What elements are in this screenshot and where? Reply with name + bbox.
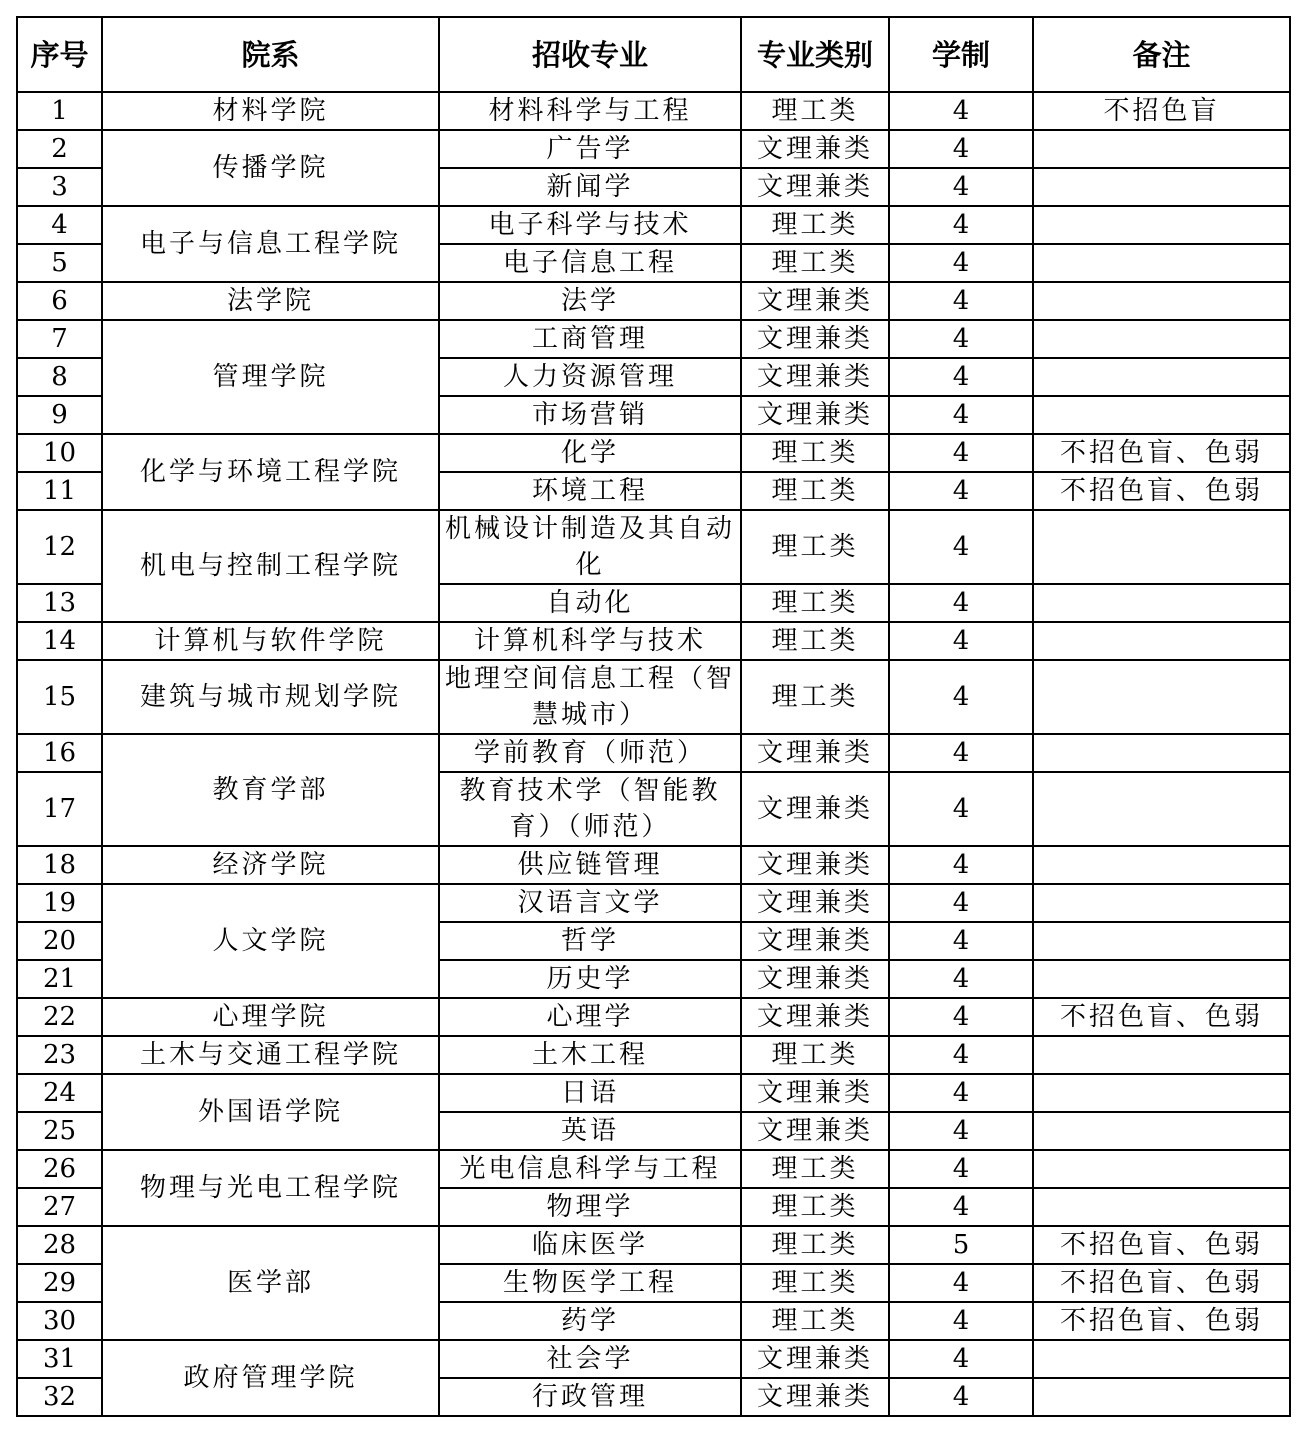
remarks-cell <box>1033 884 1290 922</box>
department-cell: 法学院 <box>102 282 439 320</box>
remarks-cell <box>1033 510 1290 584</box>
duration-cell: 4 <box>889 734 1033 772</box>
major-cell: 心理学 <box>439 998 741 1036</box>
duration-cell: 4 <box>889 320 1033 358</box>
category-cell: 理工类 <box>741 1226 889 1264</box>
major-cell: 英语 <box>439 1112 741 1150</box>
department-cell: 外国语学院 <box>102 1074 439 1150</box>
duration-cell: 4 <box>889 206 1033 244</box>
major-cell: 日语 <box>439 1074 741 1112</box>
row-index: 28 <box>17 1226 102 1264</box>
major-cell: 工商管理 <box>439 320 741 358</box>
duration-cell: 4 <box>889 1264 1033 1302</box>
header-row <box>17 17 1290 92</box>
department-cell: 化学与环境工程学院 <box>102 434 439 510</box>
remarks-cell <box>1033 130 1290 168</box>
remarks-cell <box>1033 1188 1290 1226</box>
remarks-cell <box>1033 660 1290 734</box>
duration-cell: 4 <box>889 960 1033 998</box>
major-cell: 人力资源管理 <box>439 358 741 396</box>
row-index: 32 <box>17 1378 102 1416</box>
major-cell: 市场营销 <box>439 396 741 434</box>
duration-cell: 4 <box>889 396 1033 434</box>
remarks-cell <box>1033 1074 1290 1112</box>
major-cell: 行政管理 <box>439 1378 741 1416</box>
duration-cell: 4 <box>889 998 1033 1036</box>
major-cell: 哲学 <box>439 922 741 960</box>
duration-cell: 4 <box>889 1112 1033 1150</box>
row-index: 26 <box>17 1150 102 1188</box>
duration-cell: 4 <box>889 472 1033 510</box>
category-cell: 文理兼类 <box>741 960 889 998</box>
duration-cell: 4 <box>889 282 1033 320</box>
department-cell: 电子与信息工程学院 <box>102 206 439 282</box>
category-cell: 理工类 <box>741 472 889 510</box>
row-index: 16 <box>17 734 102 772</box>
duration-cell: 4 <box>889 884 1033 922</box>
row-index: 10 <box>17 434 102 472</box>
table-row <box>17 130 1290 168</box>
category-cell: 理工类 <box>741 206 889 244</box>
category-cell: 理工类 <box>741 510 889 584</box>
remarks-cell <box>1033 358 1290 396</box>
header-category: 专业类别 <box>741 17 889 92</box>
category-cell: 文理兼类 <box>741 922 889 960</box>
department-cell: 经济学院 <box>102 846 439 884</box>
table-row <box>17 282 1290 320</box>
table-row <box>17 622 1290 660</box>
major-cell: 机械设计制造及其自动化 <box>439 510 741 584</box>
row-index: 27 <box>17 1188 102 1226</box>
department-cell: 管理学院 <box>102 320 439 434</box>
department-cell: 土木与交通工程学院 <box>102 1036 439 1074</box>
department-cell: 计算机与软件学院 <box>102 622 439 660</box>
category-cell: 文理兼类 <box>741 884 889 922</box>
category-cell: 文理兼类 <box>741 396 889 434</box>
major-cell: 学前教育（师范） <box>439 734 741 772</box>
remarks-cell <box>1033 1112 1290 1150</box>
majors-table <box>16 16 1291 1417</box>
row-index: 15 <box>17 660 102 734</box>
major-cell: 法学 <box>439 282 741 320</box>
table-row <box>17 1074 1290 1112</box>
category-cell: 文理兼类 <box>741 734 889 772</box>
category-cell: 文理兼类 <box>741 168 889 206</box>
header-duration: 学制 <box>889 17 1033 92</box>
category-cell: 理工类 <box>741 584 889 622</box>
remarks-cell <box>1033 282 1290 320</box>
remarks-cell <box>1033 846 1290 884</box>
row-index: 31 <box>17 1340 102 1378</box>
major-cell: 汉语言文学 <box>439 884 741 922</box>
remarks-cell: 不招色盲、色弱 <box>1033 434 1290 472</box>
department-cell: 政府管理学院 <box>102 1340 439 1416</box>
duration-cell: 4 <box>889 660 1033 734</box>
category-cell: 文理兼类 <box>741 1074 889 1112</box>
duration-cell: 4 <box>889 358 1033 396</box>
table-row <box>17 1340 1290 1378</box>
major-cell: 临床医学 <box>439 1226 741 1264</box>
duration-cell: 4 <box>889 922 1033 960</box>
department-cell: 机电与控制工程学院 <box>102 510 439 622</box>
remarks-cell <box>1033 396 1290 434</box>
row-index: 2 <box>17 130 102 168</box>
table-row <box>17 660 1290 734</box>
remarks-cell <box>1033 320 1290 358</box>
row-index: 24 <box>17 1074 102 1112</box>
header-department: 院系 <box>102 17 439 92</box>
major-cell: 历史学 <box>439 960 741 998</box>
department-cell: 心理学院 <box>102 998 439 1036</box>
remarks-cell: 不招色盲 <box>1033 92 1290 130</box>
category-cell: 文理兼类 <box>741 1378 889 1416</box>
duration-cell: 4 <box>889 584 1033 622</box>
department-cell: 人文学院 <box>102 884 439 998</box>
category-cell: 理工类 <box>741 1036 889 1074</box>
major-cell: 生物医学工程 <box>439 1264 741 1302</box>
table-row <box>17 734 1290 772</box>
row-index: 8 <box>17 358 102 396</box>
category-cell: 理工类 <box>741 434 889 472</box>
header-major: 招收专业 <box>439 17 741 92</box>
remarks-cell <box>1033 168 1290 206</box>
row-index: 20 <box>17 922 102 960</box>
category-cell: 理工类 <box>741 660 889 734</box>
category-cell: 理工类 <box>741 244 889 282</box>
remarks-cell <box>1033 922 1290 960</box>
category-cell: 文理兼类 <box>741 772 889 846</box>
table-row <box>17 998 1290 1036</box>
table-row <box>17 92 1290 130</box>
row-index: 7 <box>17 320 102 358</box>
duration-cell: 4 <box>889 772 1033 846</box>
major-cell: 自动化 <box>439 584 741 622</box>
category-cell: 文理兼类 <box>741 358 889 396</box>
duration-cell: 4 <box>889 622 1033 660</box>
major-cell: 光电信息科学与工程 <box>439 1150 741 1188</box>
major-cell: 电子科学与技术 <box>439 206 741 244</box>
major-cell: 新闻学 <box>439 168 741 206</box>
table-row <box>17 1226 1290 1264</box>
remarks-cell: 不招色盲、色弱 <box>1033 472 1290 510</box>
header-index: 序号 <box>17 17 102 92</box>
table-row <box>17 206 1290 244</box>
category-cell: 理工类 <box>741 92 889 130</box>
remarks-cell: 不招色盲、色弱 <box>1033 998 1290 1036</box>
department-cell: 传播学院 <box>102 130 439 206</box>
row-index: 6 <box>17 282 102 320</box>
table-header <box>17 17 1290 92</box>
department-cell: 物理与光电工程学院 <box>102 1150 439 1226</box>
major-cell: 教育技术学（智能教育）（师范） <box>439 772 741 846</box>
category-cell: 理工类 <box>741 622 889 660</box>
department-cell: 建筑与城市规划学院 <box>102 660 439 734</box>
row-index: 30 <box>17 1302 102 1340</box>
major-cell: 化学 <box>439 434 741 472</box>
remarks-cell <box>1033 1036 1290 1074</box>
row-index: 14 <box>17 622 102 660</box>
duration-cell: 4 <box>889 510 1033 584</box>
duration-cell: 4 <box>889 1378 1033 1416</box>
duration-cell: 4 <box>889 168 1033 206</box>
duration-cell: 4 <box>889 846 1033 884</box>
row-index: 21 <box>17 960 102 998</box>
category-cell: 理工类 <box>741 1188 889 1226</box>
category-cell: 文理兼类 <box>741 130 889 168</box>
major-cell: 材料科学与工程 <box>439 92 741 130</box>
remarks-cell <box>1033 206 1290 244</box>
row-index: 5 <box>17 244 102 282</box>
duration-cell: 4 <box>889 130 1033 168</box>
duration-cell: 4 <box>889 1188 1033 1226</box>
duration-cell: 4 <box>889 92 1033 130</box>
category-cell: 文理兼类 <box>741 1340 889 1378</box>
major-cell: 社会学 <box>439 1340 741 1378</box>
row-index: 9 <box>17 396 102 434</box>
row-index: 19 <box>17 884 102 922</box>
department-cell: 医学部 <box>102 1226 439 1340</box>
major-cell: 计算机科学与技术 <box>439 622 741 660</box>
row-index: 29 <box>17 1264 102 1302</box>
row-index: 11 <box>17 472 102 510</box>
major-cell: 环境工程 <box>439 472 741 510</box>
category-cell: 文理兼类 <box>741 282 889 320</box>
major-cell: 土木工程 <box>439 1036 741 1074</box>
category-cell: 文理兼类 <box>741 320 889 358</box>
row-index: 3 <box>17 168 102 206</box>
major-cell: 供应链管理 <box>439 846 741 884</box>
category-cell: 文理兼类 <box>741 998 889 1036</box>
major-cell: 地理空间信息工程（智慧城市） <box>439 660 741 734</box>
header-remarks: 备注 <box>1033 17 1290 92</box>
row-index: 13 <box>17 584 102 622</box>
remarks-cell <box>1033 1378 1290 1416</box>
row-index: 1 <box>17 92 102 130</box>
duration-cell: 5 <box>889 1226 1033 1264</box>
table-row <box>17 1036 1290 1074</box>
duration-cell: 4 <box>889 1150 1033 1188</box>
category-cell: 文理兼类 <box>741 846 889 884</box>
remarks-cell <box>1033 584 1290 622</box>
remarks-cell <box>1033 734 1290 772</box>
duration-cell: 4 <box>889 1302 1033 1340</box>
table-row <box>17 846 1290 884</box>
duration-cell: 4 <box>889 244 1033 282</box>
row-index: 22 <box>17 998 102 1036</box>
row-index: 17 <box>17 772 102 846</box>
major-cell: 广告学 <box>439 130 741 168</box>
table-row <box>17 510 1290 584</box>
remarks-cell <box>1033 772 1290 846</box>
row-index: 18 <box>17 846 102 884</box>
department-cell: 材料学院 <box>102 92 439 130</box>
remarks-cell <box>1033 1150 1290 1188</box>
duration-cell: 4 <box>889 1074 1033 1112</box>
department-cell: 教育学部 <box>102 734 439 846</box>
remarks-cell <box>1033 244 1290 282</box>
table-row <box>17 884 1290 922</box>
remarks-cell: 不招色盲、色弱 <box>1033 1264 1290 1302</box>
remarks-cell <box>1033 960 1290 998</box>
category-cell: 理工类 <box>741 1150 889 1188</box>
major-cell: 电子信息工程 <box>439 244 741 282</box>
row-index: 4 <box>17 206 102 244</box>
remarks-cell: 不招色盲、色弱 <box>1033 1302 1290 1340</box>
remarks-cell <box>1033 622 1290 660</box>
row-index: 25 <box>17 1112 102 1150</box>
row-index: 23 <box>17 1036 102 1074</box>
category-cell: 理工类 <box>741 1264 889 1302</box>
major-cell: 药学 <box>439 1302 741 1340</box>
remarks-cell <box>1033 1340 1290 1378</box>
table-body <box>17 92 1290 1416</box>
table-row <box>17 434 1290 472</box>
duration-cell: 4 <box>889 434 1033 472</box>
remarks-cell: 不招色盲、色弱 <box>1033 1226 1290 1264</box>
major-cell: 物理学 <box>439 1188 741 1226</box>
table-row <box>17 1150 1290 1188</box>
category-cell: 理工类 <box>741 1302 889 1340</box>
table-row <box>17 320 1290 358</box>
row-index: 12 <box>17 510 102 584</box>
category-cell: 文理兼类 <box>741 1112 889 1150</box>
duration-cell: 4 <box>889 1340 1033 1378</box>
duration-cell: 4 <box>889 1036 1033 1074</box>
